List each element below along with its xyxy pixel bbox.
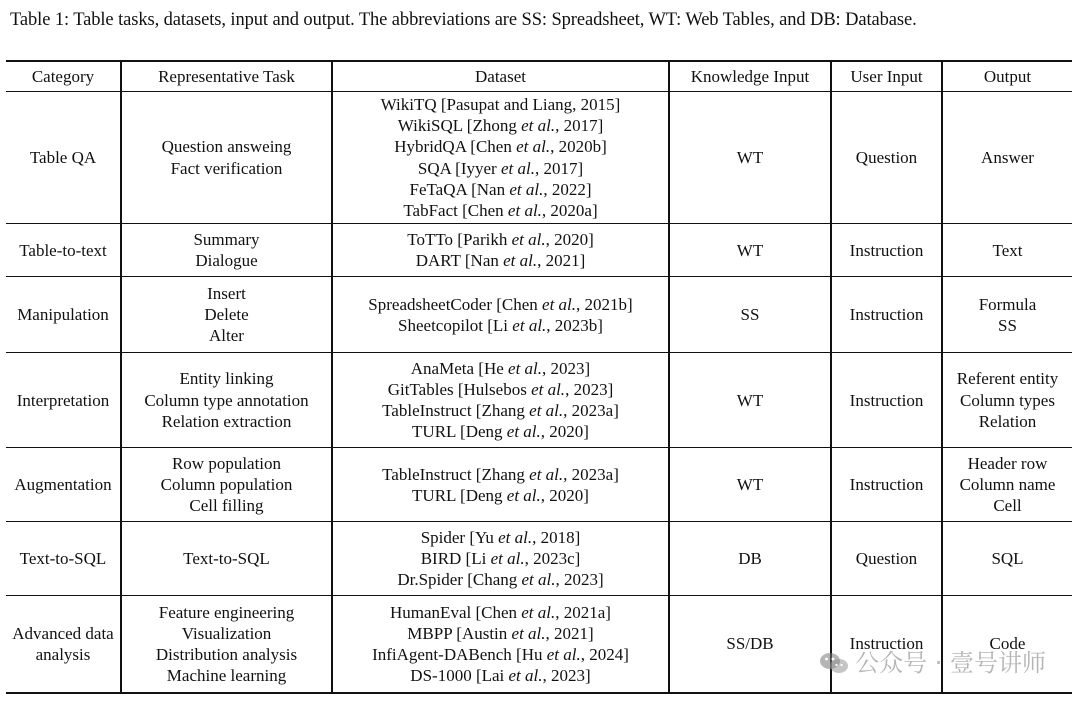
dataset-citation	[339, 358, 662, 379]
category-cell-line: Manipulation	[17, 305, 109, 325]
citation-pre: HybridQA [Chen	[394, 137, 517, 157]
knowledge-input-cell: SS/DB	[669, 596, 831, 693]
citation-em: et al.	[509, 179, 544, 199]
category-cell	[6, 353, 121, 448]
citation-em: et al.	[506, 485, 541, 505]
citation-em: et al.	[511, 623, 546, 643]
category-cell-line: Table-to-text	[19, 240, 107, 260]
watermark-text: 公众号 · 壹号讲师	[855, 649, 1046, 677]
citation-pre: TURL [Deng	[412, 422, 507, 442]
dataset-cell	[332, 224, 669, 277]
task-cell-line: Fact verification	[170, 158, 283, 178]
knowledge-input-cell: WT	[669, 448, 831, 522]
citation-post: , 2020b]	[550, 137, 607, 157]
citation-post: , 2021a]	[555, 602, 611, 622]
citation-pre: WikiTQ [Pasupat and Liang, 2015]	[380, 95, 621, 114]
dataset-cell	[332, 522, 669, 596]
dataset-citation	[339, 315, 662, 336]
citation-em: et al.	[529, 401, 564, 421]
citation-post: , 2023]	[542, 358, 591, 378]
task-cell	[121, 92, 332, 224]
citation-pre: Sheetcopilot [Li	[398, 315, 513, 335]
output-cell	[942, 353, 1072, 448]
dataset-citation	[339, 644, 662, 665]
task-cell	[121, 224, 332, 277]
citation-pre: WikiSQL [Zhong	[397, 116, 522, 136]
task-cell-line: Feature engineering	[158, 602, 295, 622]
output-cell-line: Text	[992, 240, 1023, 260]
citation-pre: SpreadsheetCoder [Chen	[368, 294, 543, 314]
dataset-citation	[339, 485, 662, 506]
dataset-citation	[339, 665, 662, 686]
knowledge-input-cell: DB	[669, 522, 831, 596]
output-cell	[942, 277, 1072, 353]
user-input-cell: Instruction	[831, 224, 942, 277]
citation-pre: TableInstruct [Zhang	[382, 401, 530, 421]
user-input-cell: Instruction	[831, 596, 942, 693]
dataset-citation	[339, 250, 662, 271]
citation-pre: HumanEval [Chen	[390, 602, 522, 622]
task-cell-line: Cell filling	[189, 496, 264, 516]
output-cell	[942, 522, 1072, 596]
task-cell-line: Row population	[171, 453, 282, 473]
dataset-citation	[339, 136, 662, 157]
citation-post: , 2023a]	[563, 401, 619, 421]
dataset-cell	[332, 596, 669, 693]
category-cell-line: Advanced data	[12, 623, 114, 643]
citation-post: , 2018]	[532, 527, 581, 547]
table-body	[6, 92, 1072, 693]
dataset-citation	[339, 527, 662, 548]
citation-pre: GitTables [Hulsebos	[387, 380, 532, 400]
dataset-citation	[339, 294, 662, 315]
citation-post: , 2017]	[534, 158, 584, 178]
citation-post: , 2023b]	[546, 315, 603, 335]
citation-em: et al.	[529, 464, 564, 484]
citation-em: et al.	[506, 422, 541, 442]
header-category: Category	[6, 61, 121, 92]
dataset-cell	[332, 448, 669, 522]
wechat-icon	[819, 651, 849, 675]
category-cell	[6, 448, 121, 522]
header-user-input: User Input	[831, 61, 942, 92]
citation-post: , 2023]	[542, 666, 591, 686]
category-cell	[6, 596, 121, 693]
citation-em: et al.	[521, 116, 556, 136]
dataset-citation	[339, 200, 662, 221]
output-cell-line: Code	[989, 634, 1026, 654]
task-cell-line: Machine learning	[166, 666, 287, 686]
table-row	[6, 92, 1072, 224]
citation-em: et al.	[521, 602, 556, 622]
header-output: Output	[942, 61, 1072, 92]
citation-post: , 2023a]	[563, 464, 619, 484]
output-cell	[942, 92, 1072, 224]
user-input-cell: Instruction	[831, 277, 942, 353]
output-cell-line: SS	[998, 315, 1017, 335]
citation-pre: Dr.Spider [Chang	[397, 570, 522, 590]
citation-em: et al.	[508, 666, 543, 686]
task-cell	[121, 596, 332, 693]
citation-post: , 2021b]	[576, 294, 633, 314]
citation-em: et al.	[521, 570, 556, 590]
output-cell-line: Cell	[993, 496, 1022, 516]
citation-post: , 2021]	[537, 251, 586, 271]
watermark	[819, 643, 1046, 678]
category-cell-line: Interpretation	[16, 390, 110, 410]
citation-em: et al.	[500, 158, 535, 178]
citation-em: et al.	[498, 527, 533, 547]
table-row	[6, 353, 1072, 448]
citation-post: , 2020a]	[541, 201, 598, 221]
table-caption: Table 1: Table tasks, datasets, input and output. The abbreviations are SS: Spreadsheet, WT: Web Tables, and DB: Database.	[10, 10, 917, 30]
category-cell	[6, 277, 121, 353]
task-cell	[121, 353, 332, 448]
dataset-citation	[339, 400, 662, 421]
category-cell-line: Augmentation	[14, 475, 112, 495]
citation-pre: DS-1000 [Lai	[410, 666, 509, 686]
task-cell-line: Entity linking	[179, 369, 274, 389]
citation-post: , 2023c]	[524, 549, 581, 569]
dataset-citation	[339, 569, 662, 590]
dataset-citation	[339, 464, 662, 485]
tasks-table	[6, 60, 1072, 694]
citation-em: et al.	[507, 201, 542, 221]
task-cell-line: Alter	[209, 326, 244, 346]
task-cell-line: Column type annotation	[144, 390, 309, 410]
dataset-citation	[339, 623, 662, 644]
header-row	[6, 61, 1072, 92]
citation-pre: TURL [Deng	[412, 485, 507, 505]
task-cell-line: Dialogue	[195, 251, 258, 271]
dataset-cell	[332, 353, 669, 448]
header-dataset: Dataset	[332, 61, 669, 92]
task-cell	[121, 448, 332, 522]
citation-em: et al.	[503, 251, 538, 271]
category-cell	[6, 224, 121, 277]
task-cell-line: Text-to-SQL	[183, 549, 270, 569]
output-cell	[942, 224, 1072, 277]
citation-post: , 2020]	[540, 422, 589, 442]
user-input-cell: Question	[831, 522, 942, 596]
header-representative-task: Representative Task	[121, 61, 332, 92]
citation-em: et al.	[512, 315, 547, 335]
dataset-citation	[339, 602, 662, 623]
citation-post: , 2017]	[555, 116, 604, 136]
dataset-citation	[339, 94, 662, 115]
citation-pre: MBPP [Austin	[407, 623, 512, 643]
citation-post: , 2021]	[545, 623, 594, 643]
task-cell-line: Distribution analysis	[155, 644, 298, 664]
dataset-cell	[332, 92, 669, 224]
task-cell-line: Visualization	[181, 623, 272, 643]
task-cell	[121, 277, 332, 353]
task-cell-line: Delete	[204, 305, 249, 325]
citation-pre: Spider [Yu	[420, 527, 499, 547]
output-cell-line: Column types	[960, 390, 1055, 410]
citation-em: et al.	[542, 294, 577, 314]
dataset-citation	[339, 158, 662, 179]
citation-em: et al.	[516, 137, 551, 157]
task-cell-line: Relation extraction	[161, 411, 292, 431]
user-input-cell: Instruction	[831, 353, 942, 448]
output-cell-line: Formula	[978, 294, 1037, 314]
citation-em: et al.	[546, 644, 581, 664]
dataset-citation	[339, 548, 662, 569]
category-cell-line: Text-to-SQL	[19, 549, 107, 569]
dataset-citation	[339, 179, 662, 200]
category-cell-line: Table QA	[29, 148, 97, 167]
output-cell-line: Answer	[981, 148, 1034, 167]
task-cell-line: Summary	[193, 230, 260, 250]
knowledge-input-cell: SS	[669, 277, 831, 353]
citation-pre: TableInstruct [Zhang	[382, 464, 530, 484]
citation-em: et al.	[511, 230, 546, 250]
dataset-cell	[332, 277, 669, 353]
table-row	[6, 522, 1072, 596]
citation-pre: DART [Nan	[415, 251, 504, 271]
citation-pre: AnaMeta [He	[410, 358, 509, 378]
output-cell	[942, 448, 1072, 522]
citation-em: et al.	[531, 380, 566, 400]
citation-pre: TabFact [Chen	[403, 201, 508, 221]
output-cell-line: Header row	[967, 453, 1048, 473]
citation-post: , 2020]	[545, 230, 594, 250]
task-cell	[121, 522, 332, 596]
citation-em: et al.	[508, 358, 543, 378]
output-cell-line: Referent entity	[956, 369, 1059, 389]
dataset-citation	[339, 379, 662, 400]
citation-post: , 2024]	[580, 644, 629, 664]
table-row	[6, 224, 1072, 277]
dataset-citation	[339, 115, 662, 136]
knowledge-input-cell: WT	[669, 353, 831, 448]
task-cell-line: Question answeing	[161, 137, 292, 157]
user-input-cell: Instruction	[831, 448, 942, 522]
output-cell-line: Column name	[959, 475, 1056, 495]
citation-post: , 2022]	[543, 179, 592, 199]
citation-post: , 2023]	[555, 570, 604, 590]
category-cell	[6, 92, 121, 224]
output-cell-line: SQL	[991, 549, 1024, 569]
knowledge-input-cell: WT	[669, 92, 831, 224]
header-knowledge-input: Knowledge Input	[669, 61, 831, 92]
category-cell	[6, 522, 121, 596]
citation-post: , 2023]	[565, 380, 614, 400]
dataset-citation	[339, 421, 662, 442]
table-row	[6, 277, 1072, 353]
table-row	[6, 448, 1072, 522]
task-cell-line: Column population	[160, 475, 293, 495]
citation-pre: FeTaQA [Nan	[409, 179, 510, 199]
citation-pre: SQA [Iyyer	[417, 158, 501, 178]
citation-pre: BIRD [Li	[420, 549, 491, 569]
knowledge-input-cell: WT	[669, 224, 831, 277]
dataset-citation	[339, 229, 662, 250]
citation-em: et al.	[490, 549, 525, 569]
output-cell-line: Relation	[978, 411, 1037, 431]
citation-post: , 2020]	[540, 485, 589, 505]
category-cell-line: analysis	[35, 644, 91, 664]
citation-pre: ToTTo [Parikh	[407, 230, 512, 250]
user-input-cell: Question	[831, 92, 942, 224]
citation-pre: InfiAgent-DABench [Hu	[372, 644, 547, 664]
task-cell-line: Insert	[207, 283, 246, 303]
